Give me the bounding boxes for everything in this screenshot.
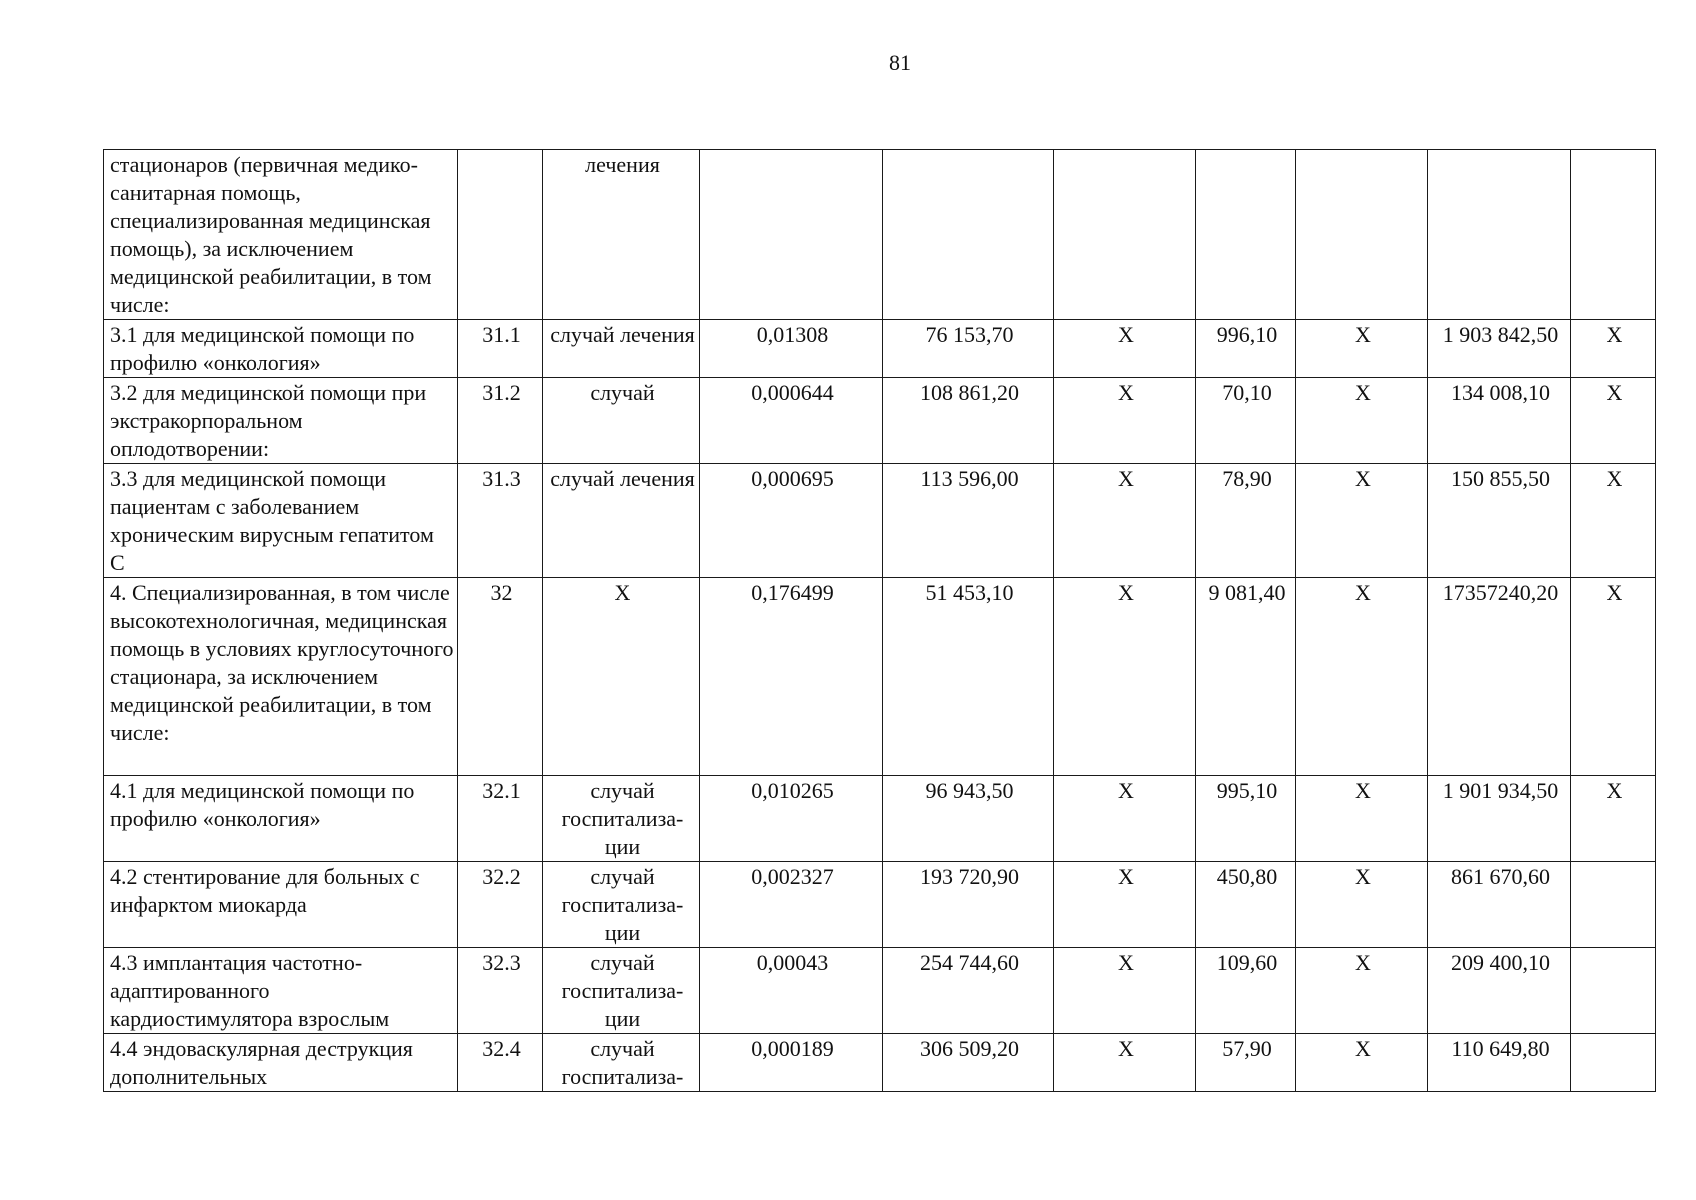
row-value-cell: Х [1054,378,1196,464]
row-value-cell: Х [1054,862,1196,948]
row-value-cell: 96 943,50 [883,776,1054,862]
row-value-cell: Х [1054,578,1196,776]
row-value-cell: Х [1296,378,1428,464]
row-value-cell: Х [1296,1034,1428,1092]
row-value-cell: 1 903 842,50 [1428,320,1571,378]
table-row [104,1034,1656,1092]
row-value-cell: Х [1296,464,1428,578]
row-value-cell: 134 008,10 [1428,378,1571,464]
row-value-cell: 76 153,70 [883,320,1054,378]
row-value-cell [1571,150,1656,320]
row-value-cell: 78,90 [1196,464,1296,578]
row-value-cell [1571,948,1656,1034]
row-unit-cell: случай госпитализа-ции [543,776,700,862]
row-name-cell: 4.3 имплантация частотно-адаптированного кардиостимулятора взрослым [104,948,458,1034]
row-value-cell: Х [1296,320,1428,378]
row-code-cell: 32.2 [458,862,543,948]
row-value-cell: 109,60 [1196,948,1296,1034]
row-code-cell [458,150,543,320]
row-value-cell [1571,862,1656,948]
row-value-cell: 450,80 [1196,862,1296,948]
table-row [104,776,1656,862]
row-value-cell: 113 596,00 [883,464,1054,578]
financing-norms-table [103,149,1656,1092]
row-value-cell: Х [1571,464,1656,578]
row-value-cell: Х [1054,776,1196,862]
row-value-cell: Х [1296,948,1428,1034]
row-unit-cell: случай госпитализа-ции [543,948,700,1034]
row-code-cell: 32 [458,578,543,776]
row-value-cell: Х [1571,578,1656,776]
table-row [104,320,1656,378]
row-value-cell: 51 453,10 [883,578,1054,776]
row-value-cell: Х [1054,948,1196,1034]
row-value-cell: 0,000695 [700,464,883,578]
row-value-cell: Х [1296,862,1428,948]
row-value-cell: 0,176499 [700,578,883,776]
table-row [104,862,1656,948]
row-name-cell: стационаров (первичная медико-санитарная помощь, специализированная медицинская помощь), за исключением медицинской реабилитации, в том числе: [104,150,458,320]
row-value-cell: 0,002327 [700,862,883,948]
row-value-cell: Х [1054,464,1196,578]
row-value-cell: 9 081,40 [1196,578,1296,776]
table-row [104,150,1656,320]
row-value-cell [1054,150,1196,320]
row-name-cell: 3.3 для медицинской помощи пациентам с заболеванием хроническим вирусным гепатитом С [104,464,458,578]
row-value-cell: Х [1054,1034,1196,1092]
row-value-cell: Х [1296,578,1428,776]
row-name-cell: 4.1 для медицинской помощи по профилю «онкология» [104,776,458,862]
row-value-cell: Х [1296,776,1428,862]
table-row [104,464,1656,578]
row-code-cell: 32.1 [458,776,543,862]
row-value-cell: 110 649,80 [1428,1034,1571,1092]
row-value-cell: 0,01308 [700,320,883,378]
row-value-cell: 1 901 934,50 [1428,776,1571,862]
row-value-cell [1296,150,1428,320]
row-value-cell: 209 400,10 [1428,948,1571,1034]
row-value-cell [883,150,1054,320]
row-name-cell: 4.2 стентирование для больных с инфарктом миокарда [104,862,458,948]
row-value-cell: Х [1571,776,1656,862]
row-value-cell: Х [1571,320,1656,378]
row-value-cell: Х [1054,320,1196,378]
row-code-cell: 31.2 [458,378,543,464]
row-value-cell [1196,150,1296,320]
row-code-cell: 31.1 [458,320,543,378]
row-value-cell: 17357240,20 [1428,578,1571,776]
row-value-cell: 57,90 [1196,1034,1296,1092]
row-value-cell: 0,010265 [700,776,883,862]
row-name-cell: 3.1 для медицинской помощи по профилю «онкология» [104,320,458,378]
table-row [104,378,1656,464]
row-value-cell [1571,1034,1656,1092]
row-value-cell [700,150,883,320]
row-value-cell: 150 855,50 [1428,464,1571,578]
row-unit-cell: случай лечения [543,320,700,378]
page-number: 81 [889,50,911,75]
row-unit-cell: случай госпитализа- [543,1034,700,1092]
row-code-cell: 32.3 [458,948,543,1034]
row-unit-cell: случай лечения [543,464,700,578]
row-unit-cell: случай [543,378,700,464]
row-name-cell: 3.2 для медицинской помощи при экстракорпоральном оплодотворении: [104,378,458,464]
row-value-cell: 0,00043 [700,948,883,1034]
row-value-cell: 861 670,60 [1428,862,1571,948]
row-value-cell: 193 720,90 [883,862,1054,948]
row-value-cell [1428,150,1571,320]
row-unit-cell: лечения [543,150,700,320]
row-name-cell: 4.4 эндоваскулярная деструкция дополнительных [104,1034,458,1092]
row-value-cell: 995,10 [1196,776,1296,862]
row-code-cell: 32.4 [458,1034,543,1092]
row-value-cell: 70,10 [1196,378,1296,464]
row-value-cell: 108 861,20 [883,378,1054,464]
row-value-cell: Х [1571,378,1656,464]
table-row [104,578,1656,776]
row-value-cell: 254 744,60 [883,948,1054,1034]
table-row [104,948,1656,1034]
row-unit-cell: Х [543,578,700,776]
row-code-cell: 31.3 [458,464,543,578]
row-value-cell: 0,000644 [700,378,883,464]
row-name-cell: 4. Специализированная, в том числе высокотехнологичная, медицинская помощь в условиях круглосуточного стационара, за исключением медицинской реабилитации, в том числе: [104,578,458,776]
row-value-cell: 0,000189 [700,1034,883,1092]
row-value-cell: 306 509,20 [883,1034,1054,1092]
row-value-cell: 996,10 [1196,320,1296,378]
row-unit-cell: случай госпитализа-ции [543,862,700,948]
